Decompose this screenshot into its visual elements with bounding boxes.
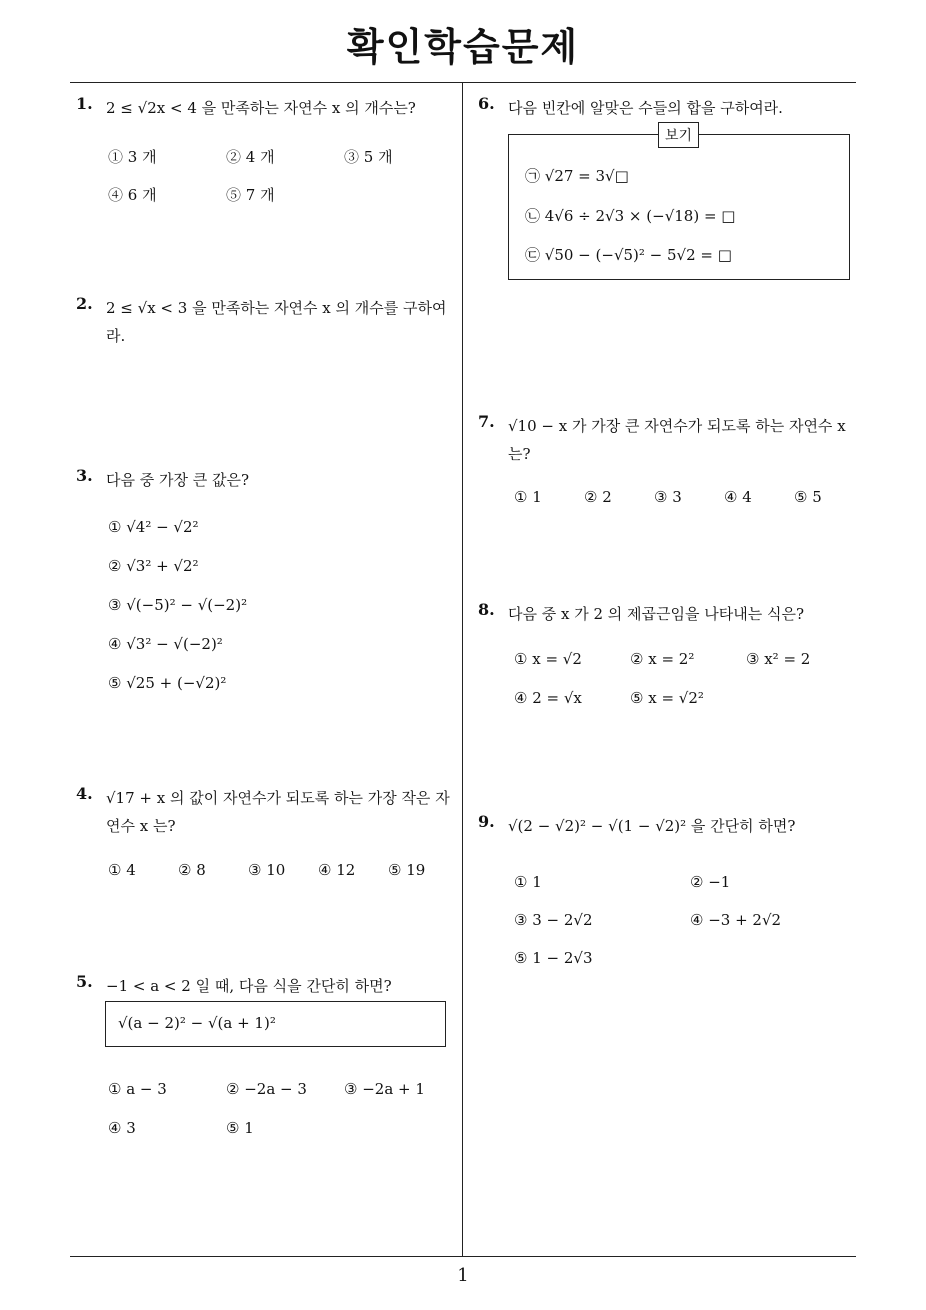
- problem-number: 8.: [478, 600, 495, 619]
- choice-1[interactable]: ① a − 3: [108, 1080, 167, 1098]
- page-title: 확인학습문제: [346, 25, 580, 69]
- bogi-label: 보기: [658, 122, 699, 148]
- bogi-item-1: ㉠ √27 = 3√□: [525, 167, 629, 185]
- problem-stem-line1: √10 − x 가 가장 큰 자연수가 되도록 하는 자연수 x: [508, 417, 846, 435]
- problem-9: [478, 812, 858, 982]
- problem-stem-line1: √17 + x 의 값이 자연수가 되도록 하는 가장 작은 자: [106, 789, 450, 807]
- choice-5[interactable]: ⑤ 5: [794, 488, 822, 506]
- problem-stem-line1: 2 ≤ √x < 3 을 만족하는 자연수 x 의 개수를 구하여: [106, 299, 447, 317]
- choice-1[interactable]: ① √4² − √2²: [108, 518, 199, 536]
- choice-2[interactable]: ② 2: [584, 488, 612, 506]
- choice-4[interactable]: ④ 2 = √x: [514, 689, 582, 707]
- problem-7: [478, 412, 858, 512]
- choice-1[interactable]: ① x = √2: [514, 650, 582, 668]
- page-number: 1: [457, 1265, 469, 1286]
- choice-5[interactable]: ⑤ 7 개: [226, 186, 275, 204]
- problem-stem: 다음 중 가장 큰 값은?: [106, 471, 250, 489]
- choice-1[interactable]: ① 3 개: [108, 148, 157, 166]
- choice-1[interactable]: ① 1: [514, 488, 542, 506]
- choice-5[interactable]: ⑤ 1: [226, 1119, 254, 1137]
- choice-3[interactable]: ③ 3: [654, 488, 682, 506]
- problem-number: 6.: [478, 94, 495, 113]
- problem-4: [76, 784, 456, 894]
- choice-4[interactable]: ④ 12: [318, 861, 356, 879]
- choice-2[interactable]: ② x = 2²: [630, 650, 695, 668]
- problem-number: 3.: [76, 466, 93, 485]
- problem-stem-line2: 는?: [508, 445, 531, 463]
- problem-1: [76, 94, 456, 214]
- problem-stem: 다음 중 x 가 2 의 제곱근임을 나타내는 식은?: [508, 605, 805, 623]
- problem-number: 5.: [76, 972, 93, 991]
- problem-5: [76, 972, 456, 1152]
- choice-2[interactable]: ② −2a − 3: [226, 1080, 307, 1098]
- bogi-box: [508, 134, 850, 280]
- problem-3: [76, 466, 456, 706]
- choice-2[interactable]: ② √3² + √2²: [108, 557, 199, 575]
- header-divider: [70, 82, 856, 83]
- choice-4[interactable]: ④ −3 + 2√2: [690, 911, 782, 929]
- choice-1[interactable]: ① 4: [108, 861, 136, 879]
- choice-4[interactable]: ④ 4: [724, 488, 752, 506]
- problem-2: [76, 294, 456, 364]
- choice-4[interactable]: ④ 3: [108, 1119, 136, 1137]
- problem-number: 2.: [76, 294, 93, 313]
- choice-3[interactable]: ③ 5 개: [344, 148, 393, 166]
- choice-5[interactable]: ⑤ √25 + (−√2)²: [108, 674, 227, 692]
- problem-stem-line2: 연수 x 는?: [106, 817, 176, 835]
- problem-number: 9.: [478, 812, 495, 831]
- boxed-expression: √(a − 2)² − √(a + 1)²: [118, 1014, 276, 1032]
- problem-stem: 2 ≤ √2x < 4 을 만족하는 자연수 x 의 개수는?: [106, 99, 416, 117]
- choice-1[interactable]: ① 1: [514, 873, 542, 891]
- choice-5[interactable]: ⑤ 1 − 2√3: [514, 949, 593, 967]
- problem-number: 1.: [76, 94, 93, 113]
- choice-3[interactable]: ③ √(−5)² − √(−2)²: [108, 596, 248, 614]
- expression-box: [105, 1001, 446, 1047]
- column-divider: [462, 83, 463, 1257]
- choice-5[interactable]: ⑤ 19: [388, 861, 426, 879]
- problem-stem-line2: 라.: [106, 327, 126, 345]
- problem-number: 4.: [76, 784, 93, 803]
- problem-stem: −1 < a < 2 일 때, 다음 식을 간단히 하면?: [106, 977, 392, 995]
- problem-number: 7.: [478, 412, 495, 431]
- choice-2[interactable]: ② 4 개: [226, 148, 275, 166]
- choice-4[interactable]: ④ 6 개: [108, 186, 157, 204]
- choice-4[interactable]: ④ √3² − √(−2)²: [108, 635, 223, 653]
- choice-2[interactable]: ② −1: [690, 873, 731, 891]
- footer-divider: [70, 1256, 856, 1257]
- choice-2[interactable]: ② 8: [178, 861, 206, 879]
- problem-stem: 다음 빈칸에 알맞은 수들의 합을 구하여라.: [508, 99, 783, 117]
- bogi-item-2: ㉡ 4√6 ÷ 2√3 × (−√18) = □: [525, 207, 736, 225]
- choice-3[interactable]: ③ 3 − 2√2: [514, 911, 593, 929]
- problem-stem: √(2 − √2)² − √(1 − √2)² 을 간단히 하면?: [508, 817, 796, 835]
- choice-3[interactable]: ③ 10: [248, 861, 286, 879]
- problem-8: [478, 600, 858, 720]
- problem-6: [478, 94, 858, 284]
- choice-5[interactable]: ⑤ x = √2²: [630, 689, 704, 707]
- choice-3[interactable]: ③ x² = 2: [746, 650, 811, 668]
- bogi-item-3: ㉢ √50 − (−√5)² − 5√2 = □: [525, 246, 732, 264]
- choice-3[interactable]: ③ −2a + 1: [344, 1080, 425, 1098]
